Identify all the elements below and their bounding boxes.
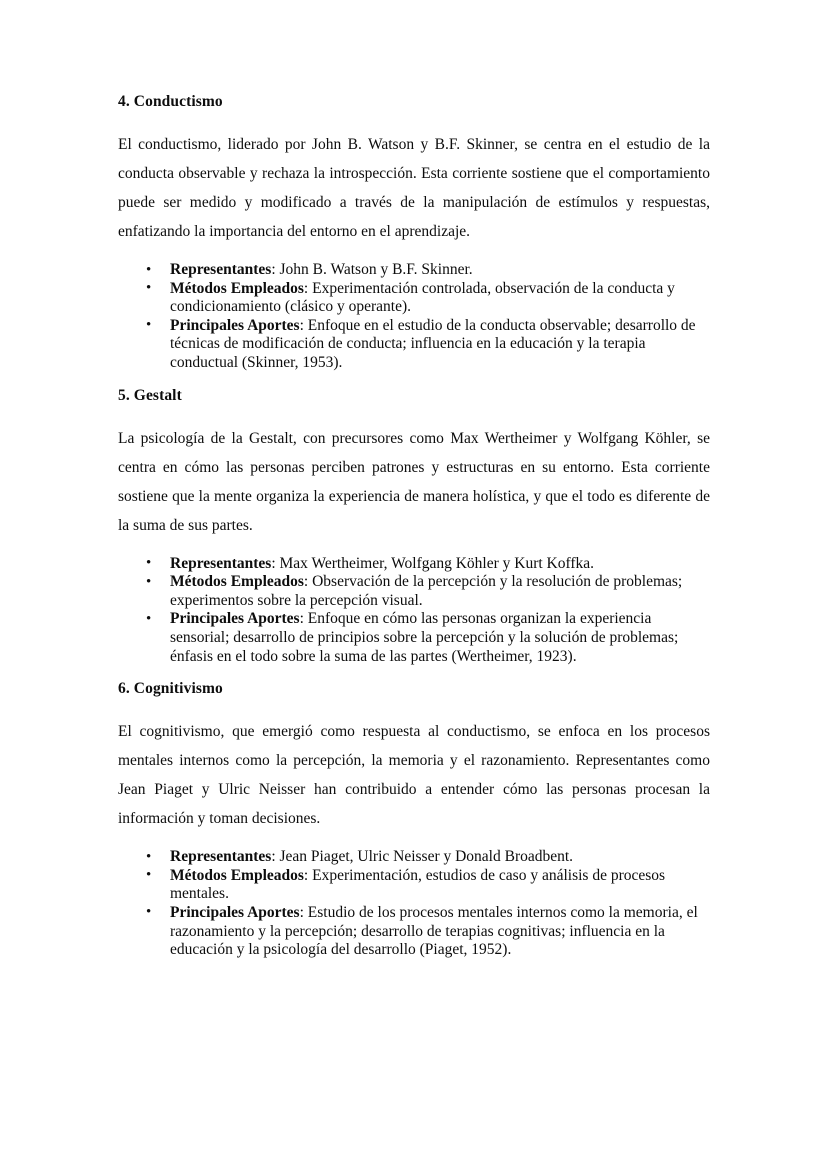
- list-item-lead: Principales Aportes: [170, 610, 300, 628]
- list-item: [118, 848, 710, 867]
- list-item: [118, 867, 710, 904]
- list-item-text: : Jean Piaget, Ulric Neisser y Donald Broadbent.: [271, 848, 574, 866]
- spacer: [118, 406, 710, 424]
- list-item: [118, 261, 710, 280]
- list-item-text: : Experimentación controlada, observación de la conducta y condicionamiento (clásico y operante).: [170, 279, 675, 316]
- list-item-text: : Enfoque en cómo las personas organizan la experiencia sensorial; desarrollo de principios sobre la percepción y la solución de problemas; énfasis en el todo sobre la suma de las partes (Wertheimer, 1923).: [170, 610, 679, 665]
- spacer: [118, 833, 710, 848]
- list-item: [118, 904, 710, 960]
- list-item: [118, 573, 710, 610]
- list-item: [118, 610, 710, 666]
- list-item-lead: Principales Aportes: [170, 903, 300, 921]
- bullet-list-conductismo: [118, 261, 710, 373]
- list-item-lead: Representantes: [170, 261, 272, 278]
- section-paragraph-conductismo: El conductismo, liderado por John B. Watson y B.F. Skinner, se centra en el estudio de la conducta observable y rechaza la introspección. Esta corriente sostiene que el comportamiento puede ser medido y modificado a través de la manipulación de estímulos y respuestas, enfatizando la importancia del entorno en el aprendizaje.: [118, 136, 710, 240]
- bullet-list-gestalt: [118, 555, 710, 667]
- section-paragraph-gestalt: La psicología de la Gestalt, con precursores como Max Wertheimer y Wolfgang Köhler, se centra en cómo las personas perciben patrones y estructuras en su entorno. Esta corriente sostiene que la mente organiza la experiencia de manera holística, y que el todo es diferente de la suma de sus partes.: [118, 429, 710, 534]
- list-item-text: : Observación de la percepción y la resolución de problemas; experimentos sobre la percepción visual.: [170, 573, 683, 609]
- list-item: [118, 317, 710, 373]
- list-item-lead: Métodos Empleados: [170, 866, 304, 884]
- list-item-lead: Representantes: [170, 848, 272, 866]
- spacer: [118, 666, 710, 679]
- spacer: [118, 373, 710, 386]
- section-heading-conductismo: 4. Conductismo: [118, 93, 223, 110]
- list-item-lead: Métodos Empleados: [170, 573, 304, 591]
- list-item-text: : Experimentación, estudios de caso y análisis de procesos mentales.: [170, 866, 666, 903]
- list-item: [118, 555, 710, 574]
- list-item-text: : Enfoque en el estudio de la conducta observable; desarrollo de técnicas de modificación de conducta; influencia en la educación y la terapia conductual (Skinner, 1953).: [170, 316, 696, 371]
- list-item-lead: Principales Aportes: [170, 316, 300, 334]
- section-heading-gestalt: 5. Gestalt: [118, 386, 182, 404]
- bullet-list-cognitivismo: [118, 848, 710, 960]
- list-item-text: : Max Wertheimer, Wolfgang Köhler y Kurt Koffka.: [271, 554, 595, 572]
- list-item-text: : Estudio de los procesos mentales internos como la memoria, el razonamiento y la percepción; desarrollo de terapias cognitivas; influencia en la educación y la psicología del desarrollo (Piaget, 1952).: [170, 903, 698, 959]
- list-item-lead: Representantes: [170, 554, 272, 572]
- section-paragraph-cognitivismo: El cognitivismo, que emergió como respuesta al conductismo, se enfoca en los procesos mentales internos como la percepción, la memoria y el razonamiento. Representantes como Jean Piaget y Ulric Neisser han contribuido a entender cómo las personas procesan la información y toman decisiones.: [118, 723, 710, 828]
- list-item-text: : John B. Watson y B.F. Skinner.: [271, 261, 473, 278]
- spacer: [118, 699, 710, 717]
- spacer: [118, 540, 710, 555]
- document-content: [118, 92, 710, 960]
- section-heading-cognitivismo: 6. Cognitivismo: [118, 680, 223, 698]
- list-item: [118, 280, 710, 317]
- spacer: [118, 112, 710, 130]
- spacer: [118, 246, 710, 261]
- list-item-lead: Métodos Empleados: [170, 279, 304, 297]
